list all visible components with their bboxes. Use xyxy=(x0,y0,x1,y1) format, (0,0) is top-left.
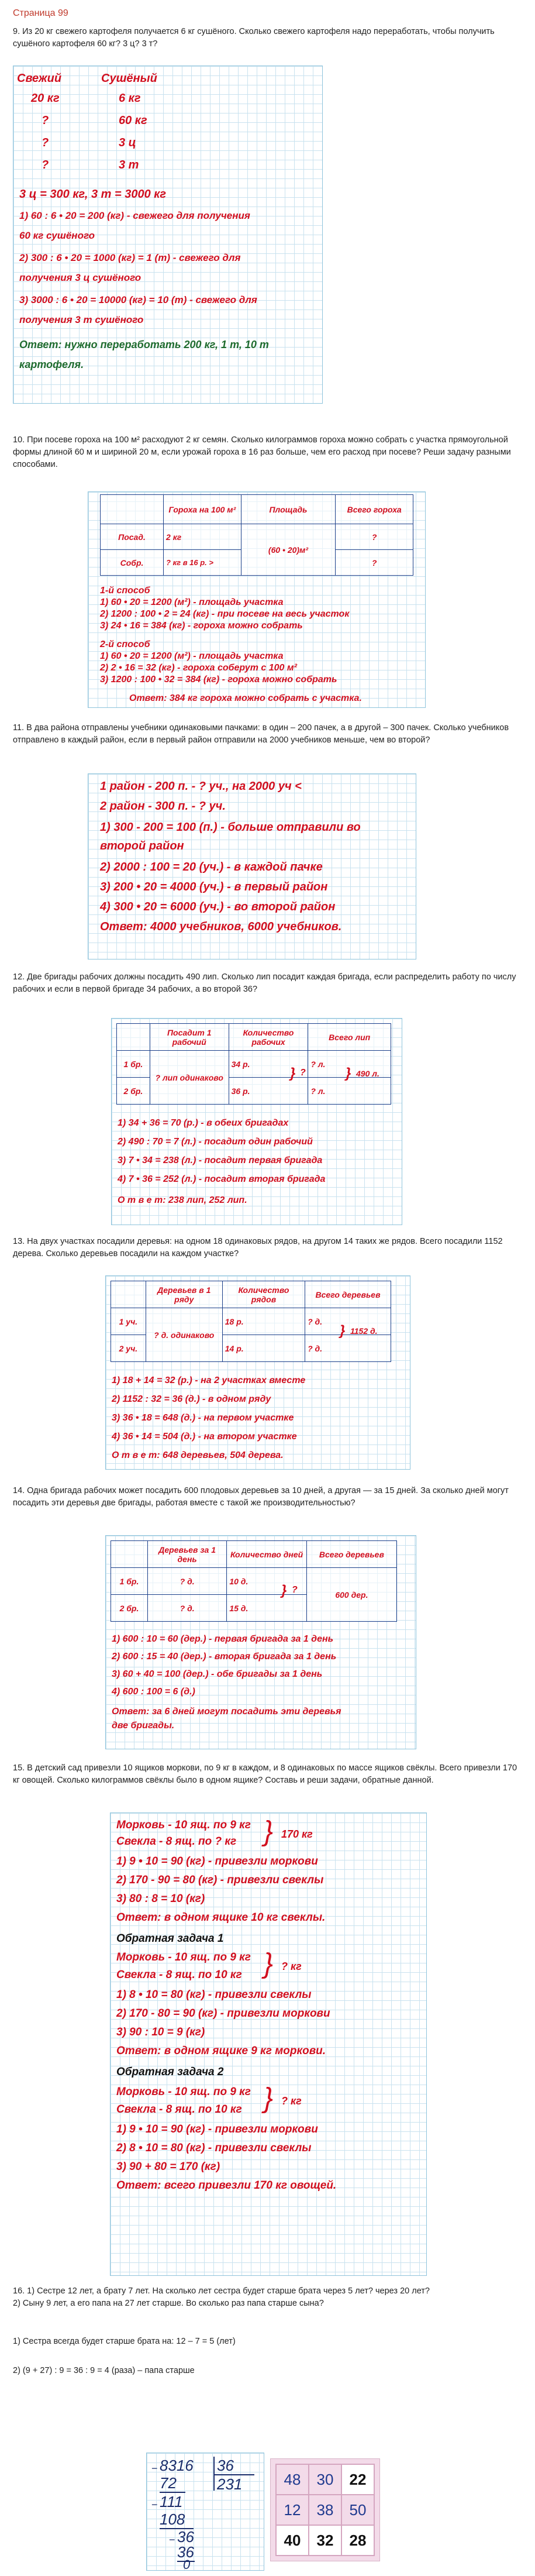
t14-cell-n2: 15 д. xyxy=(227,1595,307,1622)
t15-a-sol-1: 2) 170 - 90 = 80 (кг) - привезли свеклы xyxy=(116,1874,324,1886)
division-sub-1: 72 xyxy=(160,2474,177,2492)
t10-row-harvest: Собр. xyxy=(101,550,164,576)
task-12-text: 12. Две бригады рабочих должны посадить 490 лип. Сколько лип посадит каждая бригада, если распределить работу по числу рабочих и если в первой бригаде 34 рабочих, а во второй 36? xyxy=(13,972,516,995)
magic-square xyxy=(270,2458,380,2561)
t11-line-6: 4) 300 • 20 = 6000 (уч.) - во второй район xyxy=(100,900,336,913)
t9-fresh-3: ? xyxy=(42,159,49,171)
t12-header-2: Количество рабочих xyxy=(229,1024,308,1051)
task-13-workbox xyxy=(105,1275,410,1470)
task-12-workbox xyxy=(111,1018,402,1225)
t14-cell-total: 600 дер. xyxy=(306,1568,396,1622)
t15-b-line-2: Свекла - 8 ящ. по 10 кг xyxy=(116,1969,242,1981)
t11-line-5: 3) 200 • 20 = 4000 (уч.) - в первый район xyxy=(100,881,328,893)
t9-dried-2: 3 ц xyxy=(119,136,136,149)
t13-cell-per-row: ? д. одинаково xyxy=(146,1308,222,1362)
t14-header-2: Количество дней xyxy=(227,1541,307,1568)
t10-table xyxy=(100,494,413,576)
division-rem-3: 0 xyxy=(183,2557,191,2572)
t12-header-3: Всего лип xyxy=(308,1024,391,1051)
t10-method-1: 1-й способ xyxy=(100,586,150,596)
magic-cell-2-0: 40 xyxy=(276,2525,309,2556)
division-divisor: 36 xyxy=(217,2457,234,2474)
t13-table xyxy=(111,1281,391,1362)
t12-row-1: 1 бр. xyxy=(117,1051,150,1078)
task-10-workbox xyxy=(88,491,426,708)
division-vertical-line xyxy=(213,2457,215,2491)
t12-q: ? xyxy=(300,1068,306,1078)
t12-line-2: 3) 7 • 34 = 238 (л.) - посадит первая бригада xyxy=(118,1155,323,1165)
task-9-workbox xyxy=(13,66,323,404)
t15-c-line-1: Морковь - 10 ящ. по 9 кг xyxy=(116,2086,251,2098)
t10-cell-2kg: 2 кг xyxy=(164,524,241,550)
magic-cell-1-1: 38 xyxy=(309,2495,341,2525)
t12-line-3: 4) 7 • 36 = 252 (л.) - посадит вторая бригада xyxy=(118,1174,326,1184)
t13-brace-total: } xyxy=(340,1323,346,1339)
t12-line-1: 2) 490 : 70 = 7 (л.) - посадит один рабочий xyxy=(118,1137,313,1147)
t15-a-sol-2: 3) 80 : 8 = 10 (кг) xyxy=(116,1893,205,1905)
division-dividend: 8316 xyxy=(160,2457,194,2474)
t12-row-2: 2 бр. xyxy=(117,1078,150,1105)
t14-answer-1: Ответ: за 6 дней могут посадить эти деревья xyxy=(112,1707,341,1717)
t13-answer: О т в е т: 648 деревьев, 504 дерева. xyxy=(112,1450,284,1460)
task-16-answer-1: 1) Сестра всегда будет старше брата на: 12 – 7 = 5 (лет) xyxy=(13,2337,236,2346)
t12-line-0: 1) 34 + 36 = 70 (р.) - в обеих бригадах xyxy=(118,1118,289,1128)
t9-line-3: 2) 300 : 6 • 20 = 1000 (кг) = 1 (т) - свежего для xyxy=(19,252,241,263)
t14-cell-d1: ? д. xyxy=(147,1568,226,1595)
t10-header-total: Всего гороха xyxy=(336,495,413,524)
t11-answer: Ответ: 4000 учебников, 6000 учебников. xyxy=(100,920,342,933)
t15-c-brace: } xyxy=(264,2083,274,2114)
t15-c-total: ? кг xyxy=(281,2095,302,2107)
task-13-text: 13. На двух участках посадили деревья: на одном 18 одинаковых рядов, на другом 14 таких же рядов. Всего посадили 1152 дерева. Сколько деревьев посадили на каждом участке? xyxy=(13,1237,503,1259)
t13-cell-n1: 18 р. xyxy=(222,1308,305,1335)
t15-c-sol-1: 2) 8 • 10 = 80 (кг) - привезли свеклы xyxy=(116,2142,312,2154)
t15-b-answer: Ответ: в одном ящике 9 кг моркови. xyxy=(116,2045,326,2057)
magic-cell-2-1: 32 xyxy=(309,2525,341,2556)
task-11-workbox xyxy=(88,773,416,959)
magic-square-table xyxy=(275,2464,375,2556)
division-minus-2: − xyxy=(151,2499,158,2510)
t15-b-total: ? кг xyxy=(281,1961,302,1972)
t13-line-3: 4) 36 • 14 = 504 (д.) - на втором участке xyxy=(112,1432,297,1442)
t9-col-dried: Сушёный xyxy=(101,72,157,85)
magic-cell-0-0: 48 xyxy=(276,2464,309,2495)
t10-m1-line-1: 2) 1200 : 100 • 2 = 24 (кг) - при посеве на весь участок xyxy=(100,609,350,619)
task-11-text: 11. В два района отправлены учебники одинаковыми пачками: в один – 200 пачек, а в другой – 300 пачек. Сколько учебников отправлено в каждый район, если в первый район отправили на 2000 учебников меньше, чем во второй? xyxy=(13,723,509,745)
t15-inverse-1-title: Обратная задача 1 xyxy=(116,1932,224,1945)
task-10-text: 10. При посеве гороха на 100 м² расходуют 2 кг семян. Сколько килограммов гороха можно собрать с участка прямоугольной формы длиной 60 м и шириной 20 м, если урожай гороха в 16 раз больше, чем его расход при посеве? Реши задачу разными способами. xyxy=(13,435,511,470)
t14-row-1: 1 бр. xyxy=(111,1568,148,1595)
t12-table xyxy=(116,1023,391,1105)
magic-cell-1-0: 12 xyxy=(276,2495,309,2525)
t14-header-3: Всего деревьев xyxy=(306,1541,396,1568)
t9-dried-1: 60 кг xyxy=(119,114,147,127)
t10-method-2: 2-й способ xyxy=(100,639,150,649)
task-15-text: 15. В детский сад привезли 10 ящиков моркови, по 9 кг в каждом, и 8 одинаковых по массе ящиков свёклы. Всего привезли 170 кг овощей. Сколько килограммов свёклы было в одном ящике? Составь и реши задачи, обратные данной. xyxy=(13,1763,517,1786)
t15-b-line-1: Морковь - 10 ящ. по 9 кг xyxy=(116,1951,251,1963)
magic-cell-2-2: 28 xyxy=(341,2525,374,2556)
t15-c-sol-2: 3) 90 + 80 = 170 (кг) xyxy=(116,2161,220,2173)
t12-answer: О т в е т: 238 лип, 252 лип. xyxy=(118,1195,247,1205)
t14-table xyxy=(111,1540,397,1622)
t14-line-1: 2) 600 : 15 = 40 (дер.) - вторая бригада за 1 день xyxy=(112,1652,337,1662)
t15-a-line-2: Свекла - 8 ящ. по ? кг xyxy=(116,1835,237,1848)
t12-total: 490 л. xyxy=(356,1069,379,1078)
task-16-answer-2: 2) (9 + 27) : 9 = 36 : 9 = 4 (раза) – папа старше xyxy=(13,2366,195,2375)
t14-line-2: 3) 60 + 40 = 100 (дер.) - обе бригады за 1 день xyxy=(112,1669,323,1679)
t15-b-brace: } xyxy=(264,1948,274,1979)
t9-line-4: получения 3 ц сушёного xyxy=(19,272,141,283)
t10-header-area: Площадь xyxy=(241,495,336,524)
t15-a-brace: } xyxy=(264,1816,274,1847)
t14-cell-n1: 10 д. xyxy=(227,1568,307,1595)
t13-line-2: 3) 36 • 18 = 648 (д.) - на первом участке xyxy=(112,1413,294,1423)
t10-cell-area: (60 • 20)м² xyxy=(241,524,336,576)
t13-line-0: 1) 18 + 14 = 32 (р.) - на 2 участках вместе xyxy=(112,1375,306,1385)
division-rem-2: 36 xyxy=(177,2528,194,2546)
t15-b-sol-2: 3) 90 : 10 = 9 (кг) xyxy=(116,2026,205,2038)
magic-cell-0-2: 22 xyxy=(341,2464,374,2495)
task-9-text: 9. Из 20 кг свежего картофеля получается 6 кг сушёного. Сколько свежего картофеля надо переработать, чтобы получить сушёного картофеля 60 кг? 3 ц? 3 т? xyxy=(13,27,495,49)
division-rem-1: 111 xyxy=(160,2493,183,2510)
t9-fresh-1: ? xyxy=(42,114,49,127)
t14-cell-d2: ? д. xyxy=(147,1595,226,1622)
t9-line-2: 60 кг сушёного xyxy=(19,230,95,241)
t9-line-5: 3) 3000 : 6 • 20 = 10000 (кг) = 10 (т) - свежего для xyxy=(19,294,257,305)
t11-line-1: 2 район - 300 п. - ? уч. xyxy=(100,800,226,813)
t10-m2-line-1: 2) 2 • 16 = 32 (кг) - гороха соберут с 100 м² xyxy=(100,663,298,673)
t14-row-2: 2 бр. xyxy=(111,1595,148,1622)
t11-line-3: второй район xyxy=(100,840,184,852)
t10-row-sown: Посад. xyxy=(101,524,164,550)
t9-line-6: получения 3 т сушёного xyxy=(19,314,144,325)
t12-cell-n1: 34 р. xyxy=(229,1051,308,1078)
t15-inverse-2-title: Обратная задача 2 xyxy=(116,2066,224,2078)
magic-cell-1-2: 50 xyxy=(341,2495,374,2525)
t9-answer-2: картофеля. xyxy=(19,359,84,370)
magic-cell-0-1: 30 xyxy=(309,2464,341,2495)
t14-answer-2: две бригады. xyxy=(112,1721,175,1731)
t15-c-sol-0: 1) 9 • 10 = 90 (кг) - привезли моркови xyxy=(116,2123,318,2135)
t11-line-2: 1) 300 - 200 = 100 (п.) - больше отправили во xyxy=(100,821,361,834)
t13-total: 1152 д. xyxy=(350,1326,378,1336)
t9-line-1: 1) 60 : 6 • 20 = 200 (кг) - свежего для получения xyxy=(19,210,250,221)
t9-dried-3: 3 т xyxy=(119,159,139,171)
t12-brace-total: } xyxy=(346,1065,351,1081)
division-quotient: 231 xyxy=(217,2475,243,2493)
page-link[interactable]: Страница 99 xyxy=(13,8,68,18)
t9-line-0: 3 ц = 300 кг, 3 т = 3000 кг xyxy=(19,188,167,201)
t14-brace-q: } xyxy=(281,1583,287,1598)
t12-brace-q: } xyxy=(290,1065,296,1081)
t13-line-1: 2) 1152 : 32 = 36 (д.) - в одном ряду xyxy=(112,1394,271,1404)
t12-cell-per-worker: ? лип одинаково xyxy=(150,1051,229,1105)
t13-row-2: 2 уч. xyxy=(111,1335,146,1362)
division-minus-1: − xyxy=(151,2462,158,2474)
t12-cell-p1: ? л. xyxy=(308,1051,391,1078)
t15-b-sol-1: 2) 170 - 80 = 90 (кг) - привезли моркови xyxy=(116,2007,330,2020)
t13-row-1: 1 уч. xyxy=(111,1308,146,1335)
t15-a-sol-0: 1) 9 • 10 = 90 (кг) - привезли моркови xyxy=(116,1855,318,1867)
t12-cell-p2: ? л. xyxy=(308,1078,391,1105)
t13-cell-p2: ? д. xyxy=(305,1335,391,1362)
t13-cell-n2: 14 р. xyxy=(222,1335,305,1362)
t13-header-2: Количество рядов xyxy=(222,1281,305,1308)
t15-c-answer: Ответ: всего привезли 170 кг овощей. xyxy=(116,2179,337,2192)
t14-q: ? xyxy=(292,1585,298,1595)
t12-header-1: Посадит 1 рабочий xyxy=(150,1024,229,1051)
t15-c-line-2: Свекла - 8 ящ. по 10 кг xyxy=(116,2103,242,2116)
task-14-text: 14. Одна бригада рабочих может посадить 600 плодовых деревьев за 10 дней, а другая — за 15 дней. За сколько дней могут посадить эти деревья две бригады, работая вместе с такой же производительностью? xyxy=(13,1486,509,1508)
t10-cell-q1: ? xyxy=(336,524,413,550)
long-division xyxy=(146,2453,264,2571)
t11-line-4: 2) 2000 : 100 = 20 (уч.) - в каждой пачке xyxy=(100,861,323,873)
division-minus-3: − xyxy=(169,2534,175,2546)
t9-col-fresh: Свежий xyxy=(17,72,62,85)
task-16-text: 16. 1) Сестре 12 лет, а брату 7 лет. На сколько лет сестра будет старше брата через 5 лет? через 20 лет? 2) Сыну 9 лет, а его папа на 27 лет старше. Во сколько раз папа старше сына? xyxy=(13,2286,430,2309)
t9-fresh-2: ? xyxy=(42,136,49,149)
t14-line-0: 1) 600 : 10 = 60 (дер.) - первая бригада за 1 день xyxy=(112,1634,334,1644)
division-sub-3: 36 xyxy=(177,2543,194,2561)
t15-a-total: 170 кг xyxy=(281,1828,313,1840)
t10-header-peas: Гороха на 100 м² xyxy=(164,495,241,524)
t15-a-line-1: Морковь - 10 ящ. по 9 кг xyxy=(116,1819,251,1831)
t9-fresh-0: 20 кг xyxy=(31,92,60,105)
division-sub-2: 108 xyxy=(160,2510,185,2528)
t12-cell-n2: 36 р. xyxy=(229,1078,308,1105)
t9-answer-1: Ответ: нужно переработать 200 кг, 1 т, 10 т xyxy=(19,339,269,350)
t9-dried-0: 6 кг xyxy=(119,92,141,105)
task-14-workbox xyxy=(105,1535,416,1749)
t10-cell-q2: ? xyxy=(336,550,413,576)
task-15-workbox xyxy=(110,1813,427,2276)
t14-line-3: 4) 600 : 100 = 6 (д.) xyxy=(112,1687,195,1697)
t10-answer: Ответ: 384 кг гороха можно собрать с участка. xyxy=(129,693,362,703)
t10-m2-line-0: 1) 60 • 20 = 1200 (м²) - площадь участка xyxy=(100,651,284,661)
t14-header-1: Деревьев за 1 день xyxy=(147,1541,226,1568)
t13-header-1: Деревьев в 1 ряду xyxy=(146,1281,222,1308)
t10-m2-line-2: 3) 1200 : 100 • 32 = 384 (кг) - гороха можно собрать xyxy=(100,675,337,685)
t10-m1-line-2: 3) 24 • 16 = 384 (кг) - гороха можно собрать xyxy=(100,621,303,631)
t10-cell-harvest: ? кг в 16 р. > xyxy=(164,550,241,576)
t11-line-0: 1 район - 200 п. - ? уч., на 2000 уч < xyxy=(100,780,302,793)
t13-header-3: Всего деревьев xyxy=(305,1281,391,1308)
t15-b-sol-0: 1) 8 • 10 = 80 (кг) - привезли свеклы xyxy=(116,1989,312,2001)
t10-m1-line-0: 1) 60 • 20 = 1200 (м²) - площадь участка xyxy=(100,597,284,607)
t15-a-answer: Ответ: в одном ящике 10 кг свеклы. xyxy=(116,1911,326,1924)
t13-cell-p1: ? д. xyxy=(305,1308,391,1335)
